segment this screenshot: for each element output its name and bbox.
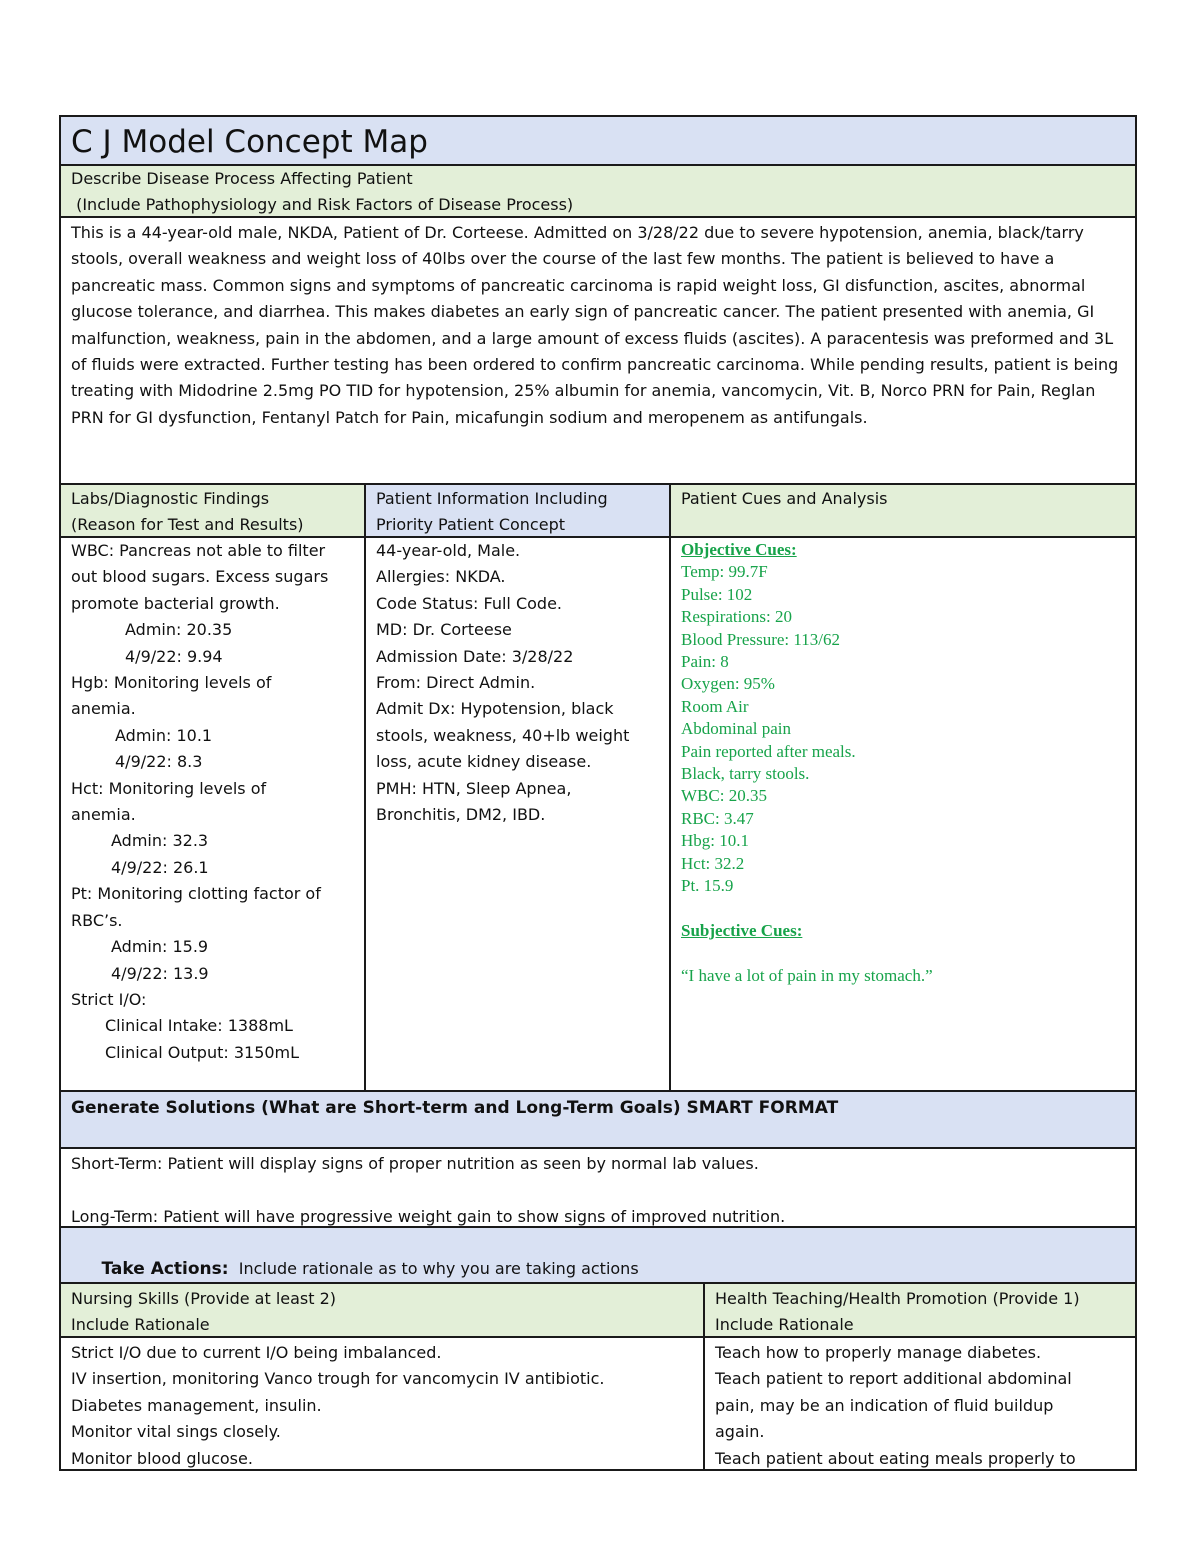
solutions-body [59,1147,1137,1228]
labs-line: Pt: Monitoring clotting factor of [71,884,321,904]
patient-info-line: Bronchitis, DM2, IBD. [376,805,546,825]
patient-info-line: Code Status: Full Code. [376,593,562,613]
teaching-header [703,1282,1137,1338]
patient-info-line: PMH: HTN, Sleep Apnea, [376,778,572,798]
disease-header-line1: Describe Disease Process Affecting Patient [71,169,413,188]
labs-line: anemia. [71,699,136,719]
solutions-header [59,1090,1137,1149]
cues-header-label: Patient Cues and Analysis [681,489,888,508]
objective-cue: RBC: 3.47 [681,808,754,828]
objective-cue: Hbg: 10.1 [681,831,749,851]
teaching-item: pain, may be an indication of fluid buildup [715,1395,1054,1415]
actions-header [59,1226,1137,1284]
subjective-cues-title: Subjective Cues: [681,920,803,940]
nursing-skill: IV insertion, monitoring Vanco trough for vancomycin IV antibiotic. [71,1369,605,1389]
labs-body [59,536,366,1092]
patient-info-line: Admit Dx: Hypotension, black [376,699,614,719]
objective-cue: Pain: 8 [681,652,729,672]
cues-spacer [681,898,1135,920]
labs-line: Admin: 32.3 [111,831,209,851]
labs-line: promote bacterial growth. [71,593,280,613]
patient-info-line: MD: Dr. Corteese [376,620,512,640]
patient-info-line: Allergies: NKDA. [376,567,506,587]
labs-line: Admin: 15.9 [111,937,209,957]
patient-info-line: loss, acute kidney disease. [376,752,592,772]
objective-cue: WBC: 20.35 [681,786,767,806]
objective-cue: Hct: 32.2 [681,853,745,873]
actions-header-rest: Include rationale as to why you are taking actions [228,1259,639,1279]
solutions-header-label: Generate Solutions (What are Short-term and Long-Term Goals) SMART FORMAT [71,1098,839,1118]
cues-spacer [681,942,1135,964]
patient-info-header [364,483,671,538]
patient-info-line: From: Direct Admin. [376,673,536,693]
teaching-header-line1: Health Teaching/Health Promotion (Provide 1) [715,1289,1080,1308]
objective-cue: Room Air [681,696,749,716]
cues-body [669,536,1137,1092]
objective-cue: Temp: 99.7F [681,562,768,582]
teaching-header-line2: Include Rationale [715,1315,854,1335]
labs-header [59,483,366,538]
labs-line: Hgb: Monitoring levels of [71,673,272,693]
objective-cue: Respirations: 20 [681,607,792,627]
objective-cue: Oxygen: 95% [681,674,775,694]
labs-header-line1: Labs/Diagnostic Findings [71,489,270,508]
objective-cue: Pulse: 102 [681,584,753,604]
solutions-spacer [71,1177,1127,1203]
page-title: C J Model Concept Map [71,124,428,160]
objective-cue: Pain reported after meals. [681,741,856,761]
objective-cues-title: Objective Cues: [681,540,797,559]
objective-cue: Abdominal pain [681,719,792,739]
nursing-header [59,1282,705,1338]
labs-line: Strict I/O: [71,989,147,1009]
labs-line: anemia. [71,805,136,825]
disease-header [59,164,1137,218]
labs-line: 4/9/22: 26.1 [111,857,209,877]
patient-info-line: Admission Date: 3/28/22 [376,646,574,666]
labs-line: Clinical Intake: 1388mL [105,1016,293,1036]
nursing-skill: Monitor blood glucose. [71,1448,253,1468]
patient-info-line: 44-year-old, Male. [376,541,521,560]
teaching-body [703,1336,1137,1471]
nursing-skill: Strict I/O due to current I/O being imbalanced. [71,1343,442,1362]
labs-line: Admin: 10.1 [115,725,213,745]
title-row [59,115,1137,166]
labs-line: Clinical Output: 3150mL [105,1042,300,1062]
labs-line: Hct: Monitoring levels of [71,778,267,798]
nursing-skill: Diabetes management, insulin. [71,1395,322,1415]
nursing-header-line2: Include Rationale [71,1315,210,1335]
long-term-goal: Long-Term: Patient will have progressive weight gain to show signs of improved nutrition. [71,1206,786,1226]
subjective-cue-quote: “I have a lot of pain in my stomach.” [681,965,933,985]
labs-line: 4/9/22: 13.9 [111,963,209,983]
labs-line: Admin: 20.35 [125,620,233,640]
labs-line: 4/9/22: 9.94 [125,646,223,666]
labs-line: 4/9/22: 8.3 [115,752,203,772]
teaching-item: Teach patient to report additional abdominal [715,1369,1072,1389]
teaching-item: Teach patient about eating meals properly to [715,1448,1076,1468]
short-term-goal: Short-Term: Patient will display signs of proper nutrition as seen by normal lab values. [71,1154,759,1173]
cues-header [669,483,1137,538]
objective-cue: Blood Pressure: 113/62 [681,629,840,649]
objective-cue: Pt. 15.9 [681,876,734,896]
patient-info-header-line2: Priority Patient Concept [376,515,565,535]
disease-description: This is a 44-year-old male, NKDA, Patient of Dr. Corteese. Admitted on 3/28/22 due to severe hypotension, anemia, black/tarry stools, overall weakness and weight loss of 40lbs over the course of the last few months. The patient is believed to have a pancreatic mass. Common signs and symptoms of pancreatic carcinoma is rapid weight loss, GI disfunction, ascites, abnormal glucose tolerance, and diarrhea. This makes diabetes an early sign of pancreatic cancer. The patient presented with anemia, GI malfunction, weakness, pain in the abdomen, and a large amount of excess fluids (ascites). A paracentesis was preformed and 3L of fluids were extracted. Further testing has been ordered to confirm pancreatic carcinoma. While pending results, patient is being treating with Midodrine 2.5mg PO TID for hypotension, 25% albumin for anemia, vancomycin, Vit. B, Norco PRN for Pain, Reglan PRN for GI dysfunction, Fentanyl Patch for Pain, micafungin sodium and meropenem as antifungals. [71,223,1119,427]
labs-line: out blood sugars. Excess sugars [71,567,329,587]
teaching-item: Teach how to properly manage diabetes. [715,1343,1042,1362]
nursing-skill: Monitor vital sings closely. [71,1422,281,1442]
nursing-body [59,1336,705,1471]
disease-header-line2: (Include Pathophysiology and Risk Factors of Disease Process) [71,195,574,215]
patient-info-header-line1: Patient Information Including [376,489,608,508]
patient-info-body [364,536,671,1092]
labs-header-line2: (Reason for Test and Results) [71,515,304,535]
labs-line: RBC’s. [71,910,123,930]
teaching-item: again. [715,1422,765,1442]
objective-cue: Black, tarry stools. [681,764,810,784]
labs-line: WBC: Pancreas not able to filter [71,541,326,560]
nursing-header-line1: Nursing Skills (Provide at least 2) [71,1289,337,1308]
disease-body [59,216,1137,485]
actions-header-bold: Take Actions: [101,1259,229,1280]
patient-info-line: stools, weakness, 40+lb weight [376,725,630,745]
